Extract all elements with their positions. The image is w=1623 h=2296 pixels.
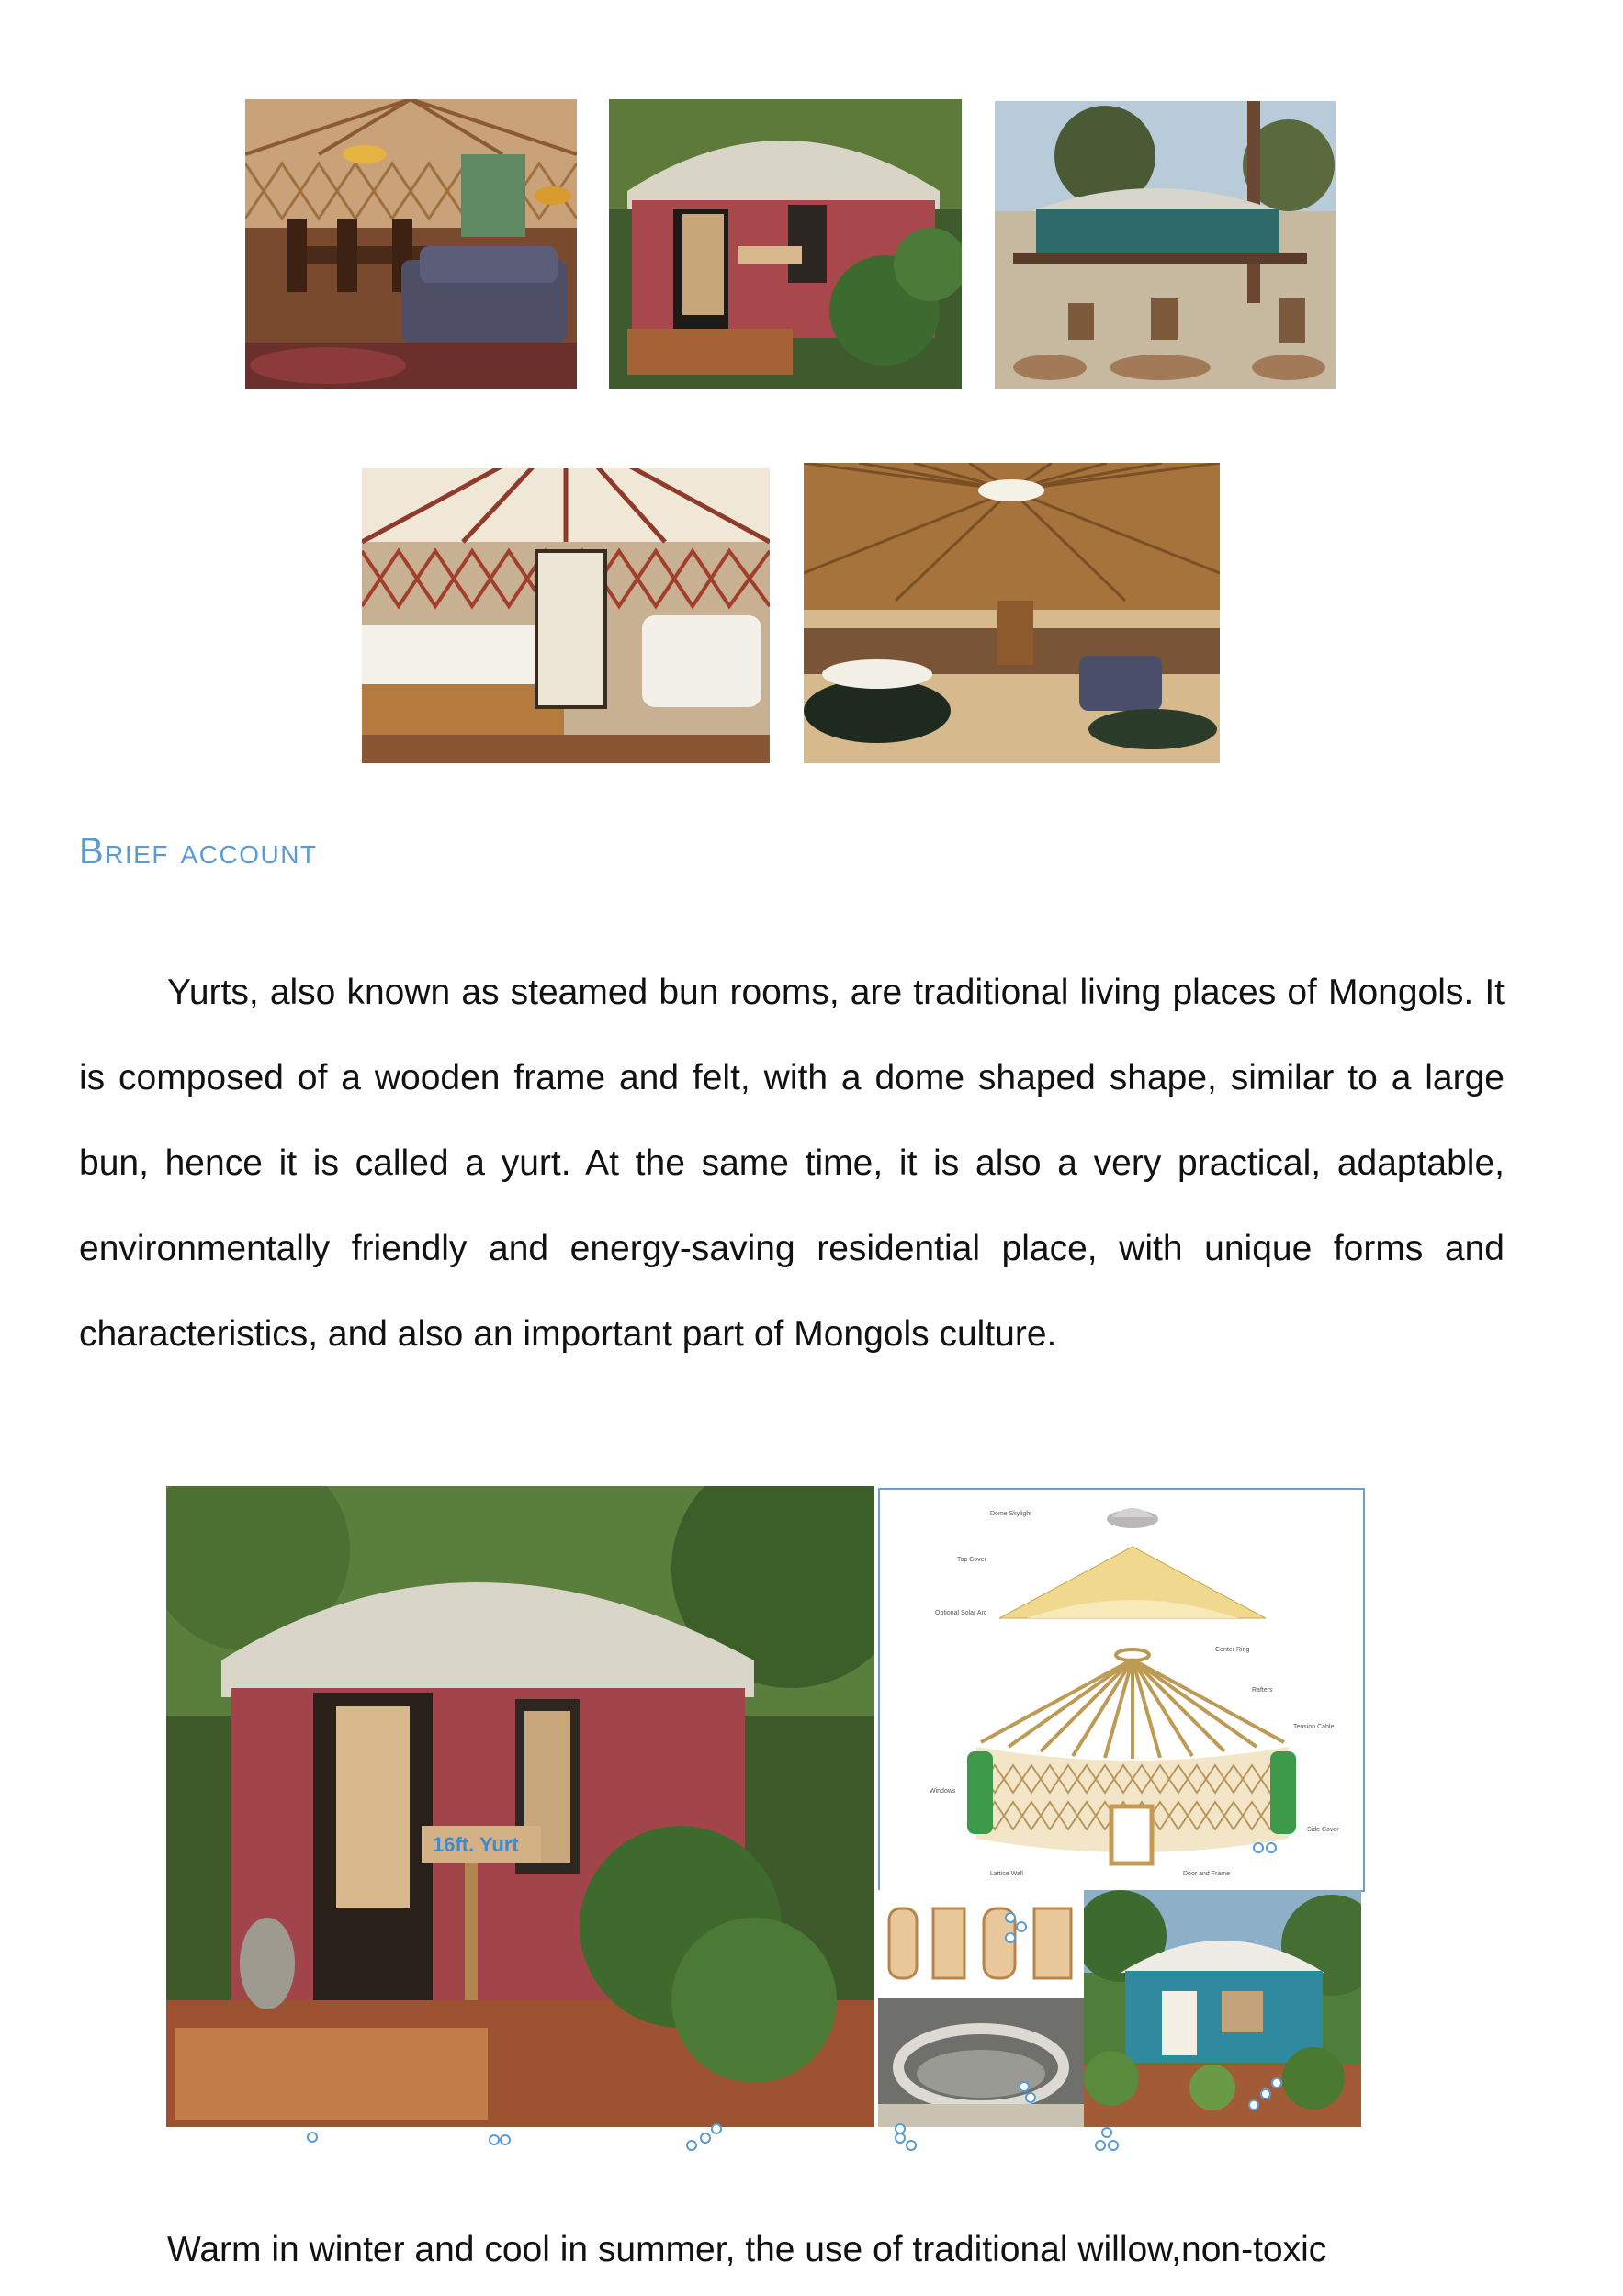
body-paragraph-continuation: Warm in winter and cool in summer, the use of traditional willow,non-toxic: [167, 2230, 1327, 2269]
label-optional-solar-arc: Optional Solar Arc: [935, 1610, 987, 1616]
label-lattice-wall: Lattice Wall: [990, 1871, 1023, 1877]
body-paragraph-intro: Yurts, also known as steamed bun rooms, are traditional living places of Mongols. It is composed of a wooden frame and felt, with a dome shaped shape, similar to a large bun, hence it is called a yurt. At the same time, it is also a very practical, adaptable, environmentally friendly and energy-saving residential place, with unique forms and characteristics, and also an important part of Mongols culture.: [79, 973, 1505, 1354]
label-rafters: Rafters: [1252, 1687, 1273, 1694]
label-center-ring: Center Ring: [1215, 1647, 1250, 1653]
label-door-and-frame: Door and Frame: [1183, 1871, 1230, 1877]
label-windows: Windows: [930, 1788, 956, 1795]
label-tension-cable: Tension Cable: [1293, 1724, 1335, 1730]
yurt-sign-text: 16ft. Yurt: [433, 1833, 519, 1856]
label-dome-skylight: Dome Skylight: [990, 1511, 1032, 1517]
label-side-cover: Side Cover: [1307, 1827, 1339, 1833]
label-top-cover: Top Cover: [957, 1557, 986, 1563]
section-heading: Brief account: [79, 831, 318, 872]
